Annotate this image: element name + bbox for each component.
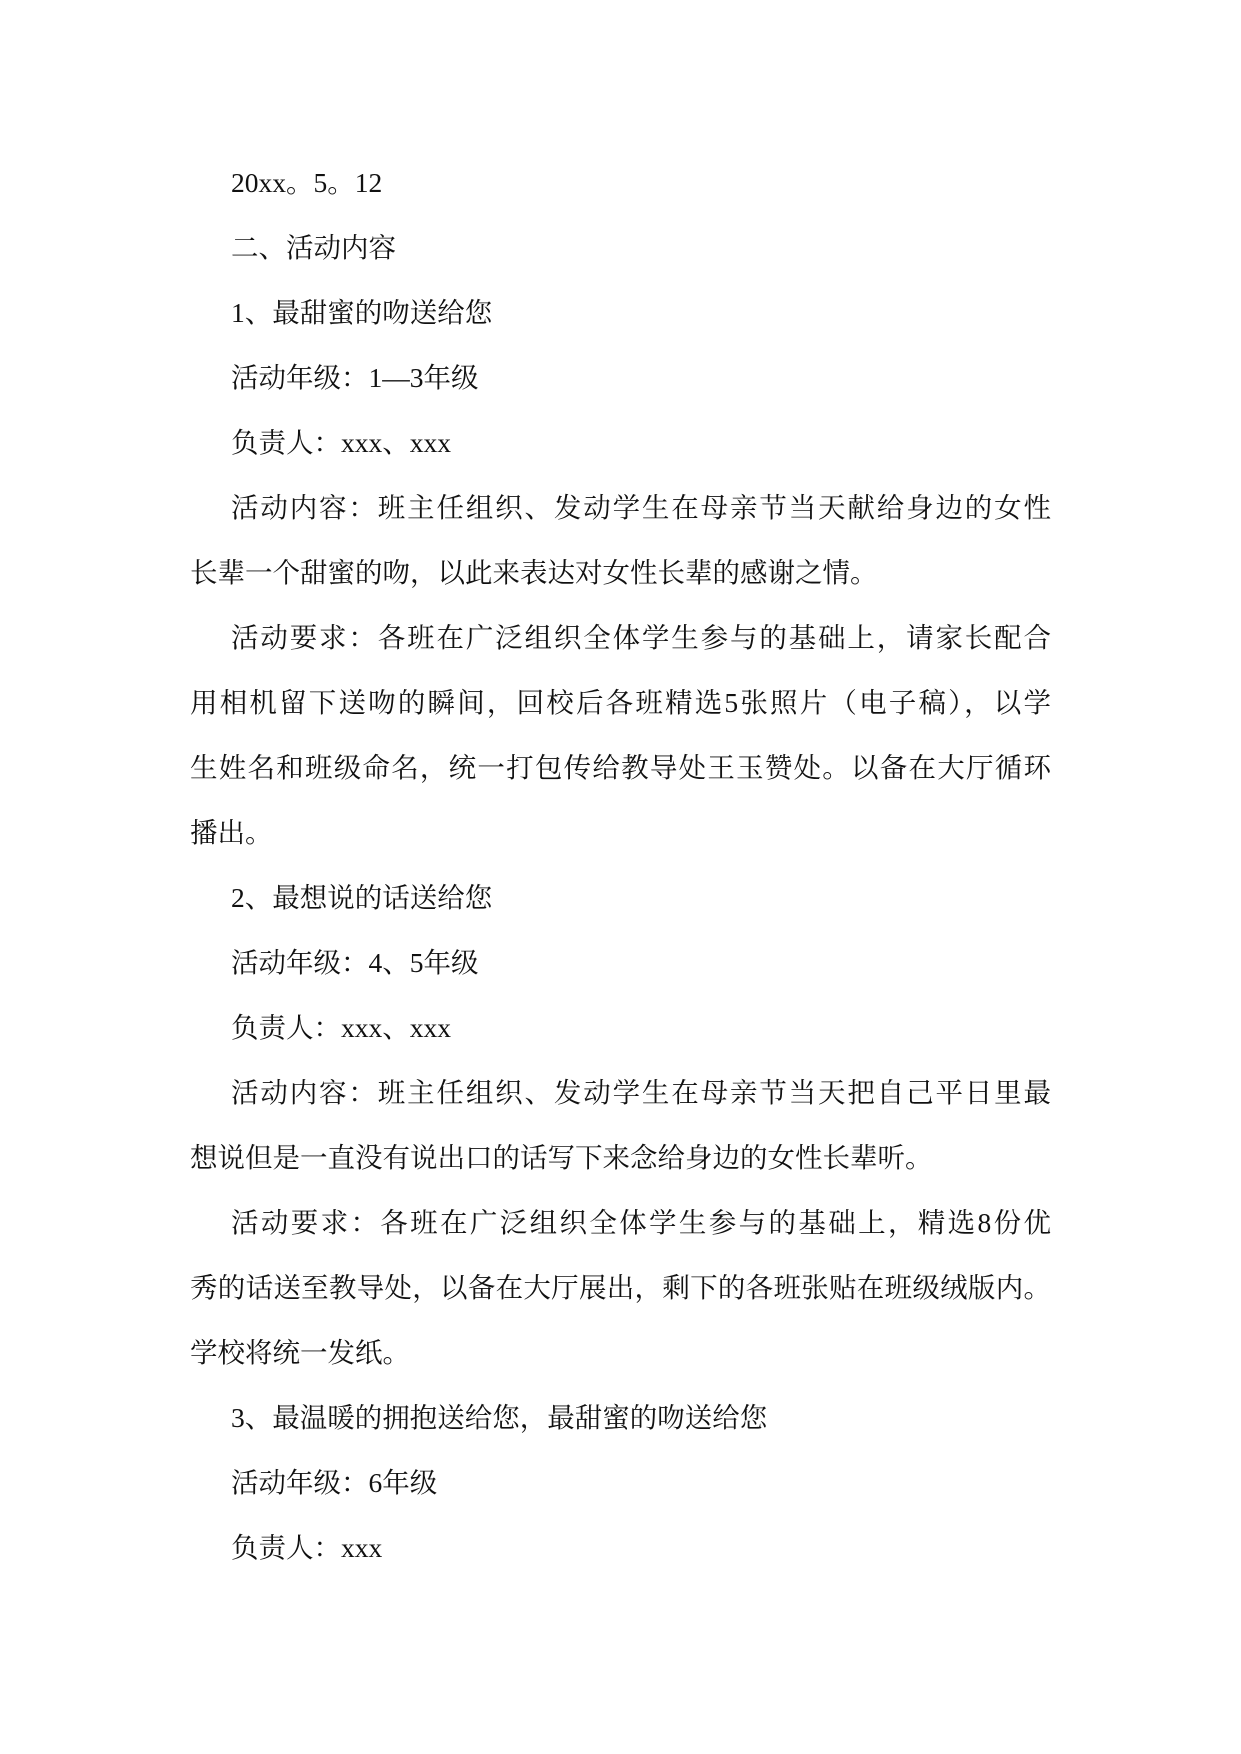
text-line: 二、活动内容 xyxy=(231,232,396,263)
text-line: 学校将统一发纸。 xyxy=(190,1337,410,1368)
text-line: 想说但是一直没有说出口的话写下来念给身边的女性长辈听。 xyxy=(190,1142,933,1173)
text-line: 播出。 xyxy=(190,817,273,848)
requirement-paragraph xyxy=(190,1190,1051,1385)
text-line: 长辈一个甜蜜的吻，以此来表达对女性长辈的感谢之情。 xyxy=(190,557,878,588)
grade-line xyxy=(190,345,1051,410)
activity-title xyxy=(190,1385,1051,1450)
document-body xyxy=(190,150,1051,1580)
content-paragraph xyxy=(190,475,1051,605)
owner-line xyxy=(190,995,1051,1060)
activity-title xyxy=(190,280,1051,345)
text-line: 20xx。5。12 xyxy=(231,167,383,198)
text-line: 负责人：xxx xyxy=(231,1532,383,1563)
text-line: 2、最想说的话送给您 xyxy=(231,882,493,913)
text-line: 活动年级：4、5年级 xyxy=(231,947,479,978)
content-paragraph xyxy=(190,1060,1051,1190)
requirement-paragraph xyxy=(190,605,1051,865)
text-line: 活动年级：6年级 xyxy=(231,1467,438,1498)
grade-line xyxy=(190,930,1051,995)
text-line: 1、最甜蜜的吻送给您 xyxy=(231,297,493,328)
text-line: 活动要求：各班在广泛组织全体学生参与的基础上，精选8份优 xyxy=(231,1207,1051,1238)
section-heading xyxy=(190,215,1051,280)
text-line: 秀的话送至教导处，以备在大厅展出，剩下的各班张贴在班级绒版内。 xyxy=(190,1272,1051,1303)
text-line: 活动年级：1—3年级 xyxy=(231,362,479,393)
owner-line xyxy=(190,410,1051,475)
grade-line xyxy=(190,1450,1051,1515)
text-line: 用相机留下送吻的瞬间，回校后各班精选5张照片（电子稿），以学 xyxy=(190,687,1051,718)
text-line: 生姓名和班级命名，统一打包传给教导处王玉赞处。以备在大厅循环 xyxy=(190,752,1051,783)
text-line: 3、最温暖的拥抱送给您，最甜蜜的吻送给您 xyxy=(231,1402,768,1433)
text-line: 活动内容：班主任组织、发动学生在母亲节当天把自己平日里最 xyxy=(231,1077,1051,1108)
text-line: 活动要求：各班在广泛组织全体学生参与的基础上，请家长配合 xyxy=(231,622,1051,653)
activity-title xyxy=(190,865,1051,930)
date-line xyxy=(190,150,1051,215)
owner-line xyxy=(190,1515,1051,1580)
text-line: 负责人：xxx、xxx xyxy=(231,1012,451,1043)
text-line: 负责人：xxx、xxx xyxy=(231,427,451,458)
text-line: 活动内容：班主任组织、发动学生在母亲节当天献给身边的女性 xyxy=(231,492,1051,523)
